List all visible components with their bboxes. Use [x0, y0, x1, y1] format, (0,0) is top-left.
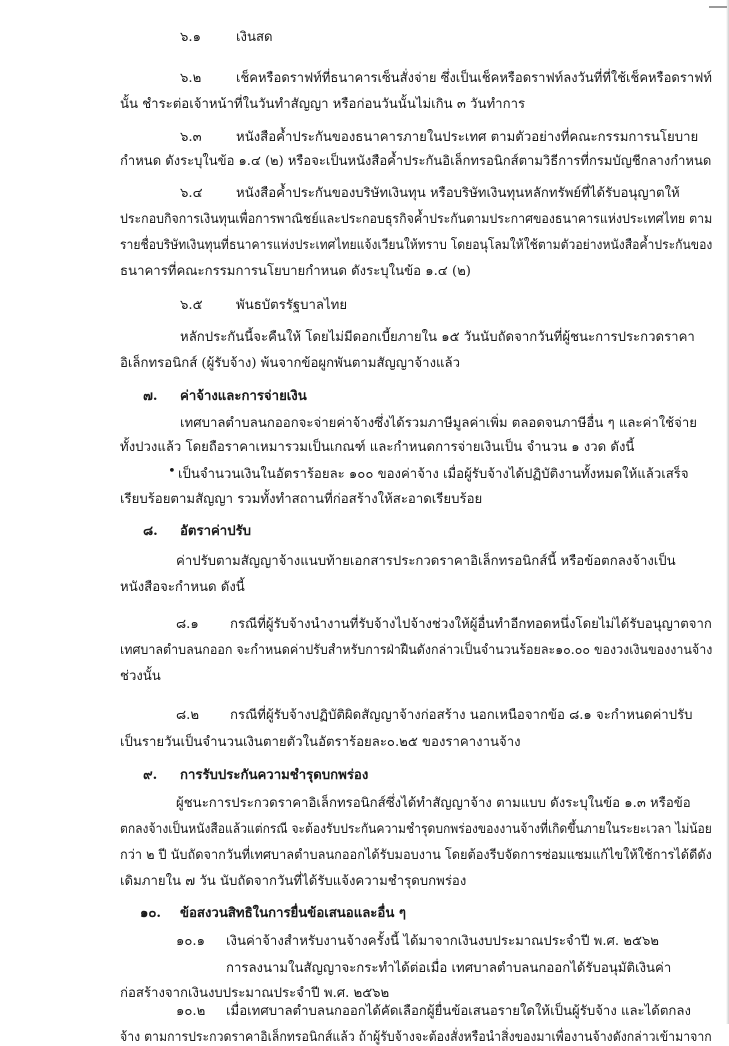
item-number: ๖.๔: [180, 186, 203, 201]
paragraph-line: เดิมภายใน ๗ วัน นับถัดจากวันที่ได้รับแจ้งความชำรุดบกพร่อง: [120, 874, 467, 889]
paragraph-line: จ้าง ตามการประกวดราคาอิเล็กทรอนิกส์แล้ว ถ้าผู้รับจ้างจะต้องสั่งหรือนำสิ่งของมาเพื่องานจ้างดังกล่าวเข้ามาจาก: [120, 1030, 712, 1045]
paragraph-line: เงินค่าจ้างสำหรับงานจ้างครั้งนี้ ได้มาจากเงินงบประมาณประจำปี พ.ศ. ๒๕๖๒: [226, 934, 660, 949]
paragraph-line: เทศบาลตำบลนกออก จะกำหนดค่าปรับสำหรับการฝ่าฝืนดังกล่าวเป็นจำนวนร้อยละ๑๐.๐๐ ของวงเงินของงานจ้าง: [120, 643, 713, 658]
section-heading: ข้อสงวนสิทธิในการยื่นข้อเสนอและอื่น ๆ: [180, 906, 407, 921]
item-number: ๖.๓: [180, 130, 202, 145]
paragraph-line: เทศบาลตำบลนกออกจะจ่ายค่าจ้างซึ่งได้รวมภาษีมูลค่าเพิ่ม ตลอดจนภาษีอื่น ๆ และค่าใช้จ่าย: [180, 416, 697, 431]
paragraph-line: เช็คหรือดราฟท์ที่ธนาคารเซ็นสั่งจ่าย ซึ่งเป็นเช็คหรือดราฟท์ลงวันที่ที่ใช้เช็คหรือดราฟท์: [236, 71, 712, 86]
paragraph-line: ตกลงจ้างเป็นหนังสือแล้วแต่กรณี จะต้องรับประกันความชำรุดบกพร่องของงานจ้างที่เกิดขึ้นภายในระยะเวลา ไม่น้อย: [120, 822, 712, 837]
paragraph-line: หนังสือจะกำหนด ดังนี้: [120, 580, 245, 595]
paragraph-line: รายชื่อบริษัทเงินทุนที่ธนาคารแห่งประเทศไทยแจ้งเวียนให้ทราบ โดยอนุโลมให้ใช้ตามตัวอย่างหนังสือค้ำประกันของ: [120, 238, 713, 253]
paragraph-line: ค่าปรับตามสัญญาจ้างแนบท้ายเอกสารประกวดราคาอิเล็กทรอนิกส์นี้ หรือข้อตกลงจ้างเป็น: [176, 554, 676, 569]
paragraph-line: ธนาคารที่คณะกรรมการนโยบายกำหนด ดังระบุในข้อ ๑.๔ (๒): [120, 264, 471, 279]
paragraph-line: กว่า ๒ ปี นับถัดจากวันที่เทศบาลตำบลนกออกได้รับมอบงาน โดยต้องรีบจัดการซ่อมแซมแก้ไขให้ใช้การได้ดีดัง: [120, 848, 712, 863]
section-number: ๙.: [143, 768, 158, 783]
paragraph-line: ประกอบกิจการเงินทุนเพื่อการพาณิชย์และประกอบธุรกิจค้ำประกันตามประกาศของธนาคารแห่งประเทศไทย ตาม: [120, 212, 713, 227]
paragraph-line: ช่วงนั้น: [120, 669, 161, 684]
section-heading: การรับประกันความชำรุดบกพร่อง: [180, 768, 369, 783]
paragraph-line: การลงนามในสัญญาจะกระทำได้ต่อเมื่อ เทศบาลตำบลนกออกได้รับอนุมัติเงินค่า: [226, 961, 672, 976]
paragraph-line: นั้น ชำระต่อเจ้าหน้าที่ในวันทำสัญญา หรือก่อนวันนั้นไม่เกิน ๓ วันทำการ: [120, 97, 526, 112]
paragraph-line: เงินสด: [236, 30, 273, 45]
item-number: ๖.๑: [180, 30, 201, 45]
paragraph-line: เมื่อเทศบาลตำบลนกออกได้คัดเลือกผู้ยื่นข้อเสนอรายใดให้เป็นผู้รับจ้าง และได้ตกลง: [226, 1004, 691, 1019]
paragraph-line: ผู้ชนะการประกวดราคาอิเล็กทรอนิกส์ซึ่งได้ทำสัญญาจ้าง ตามแบบ ดังระบุในข้อ ๑.๓ หรือข้อ: [176, 796, 691, 811]
paragraph-line: หนังสือค้ำประกันของธนาคารภายในประเทศ ตามตัวอย่างที่คณะกรรมการนโยบาย: [236, 130, 699, 145]
item-number: ๘.๑: [176, 617, 199, 632]
section-number: ๑๐.: [140, 906, 162, 921]
scan-artifact: [709, 6, 727, 8]
paragraph-line: เรียบร้อยตามสัญญา รวมทั้งทำสถานที่ก่อสร้างให้สะอาดเรียบร้อย: [120, 492, 483, 507]
paragraph-line: หนังสือค้ำประกันของบริษัทเงินทุน หรือบริษัทเงินทุนหลักทรัพย์ที่ได้รับอนุญาตให้: [236, 186, 680, 201]
paragraph-line: เป็นรายวันเป็นจำนวนเงินตายตัวในอัตราร้อยละ๐.๒๕ ของราคางานจ้าง: [120, 735, 521, 750]
section-heading: อัตราค่าปรับ: [180, 524, 252, 539]
paragraph-line: กรณีที่ผู้รับจ้างปฏิบัติผิดสัญญาจ้างก่อสร้าง นอกเหนือจากข้อ ๘.๑ จะกำหนดค่าปรับ: [230, 708, 693, 723]
paragraph-line: อิเล็กทรอนิกส์ (ผู้รับจ้าง) พ้นจากข้อผูกพันตามสัญญาจ้างแล้ว: [120, 356, 460, 371]
item-number: ๑๐.๒: [176, 1004, 206, 1019]
bullet-marker: •: [168, 464, 176, 479]
paragraph-line: เป็นจำนวนเงินในอัตราร้อยละ ๑๐๐ ของค่าจ้าง เมื่อผู้รับจ้างได้ปฏิบัติงานทั้งหมดให้แล้วเสร็จ: [178, 467, 689, 482]
paragraph-line: หลักประกันนี้จะคืนให้ โดยไม่มีดอกเบี้ยภายใน ๑๕ วันนับถัดจากวันที่ผู้ชนะการประกวดราคา: [180, 330, 695, 345]
section-heading: ค่าจ้างและการจ่ายเงิน: [180, 389, 307, 404]
section-number: ๗.: [143, 389, 158, 404]
section-number: ๘.: [143, 524, 158, 539]
paragraph-line: ทั้งปวงแล้ว โดยถือราคาเหมารวมเป็นเกณฑ์ และกำหนดการจ่ายเงินเป็น จำนวน ๑ งวด ดังนี้: [120, 440, 635, 455]
paragraph-line: ก่อสร้างจากเงินงบประมาณประจำปี พ.ศ. ๒๕๖๒: [120, 986, 390, 1001]
item-number: ๖.๕: [180, 298, 203, 313]
item-number: ๑๐.๑: [176, 934, 205, 949]
item-number: ๘.๒: [176, 708, 200, 723]
paragraph-line: กรณีที่ผู้รับจ้างนำงานที่รับจ้างไปจ้างช่วงให้ผู้อื่นทำอีกทอดหนึ่งโดยไม่ได้รับอนุญาตจาก: [230, 617, 712, 632]
paragraph-line: พันธบัตรรัฐบาลไทย: [236, 298, 348, 313]
item-number: ๖.๒: [180, 71, 202, 86]
paragraph-line: กำหนด ดังระบุในข้อ ๑.๔ (๒) หรือจะเป็นหนังสือค้ำประกันอิเล็กทรอนิกส์ตามวิธีการที่กรมบัญชีกลางกำหนด: [120, 154, 712, 169]
